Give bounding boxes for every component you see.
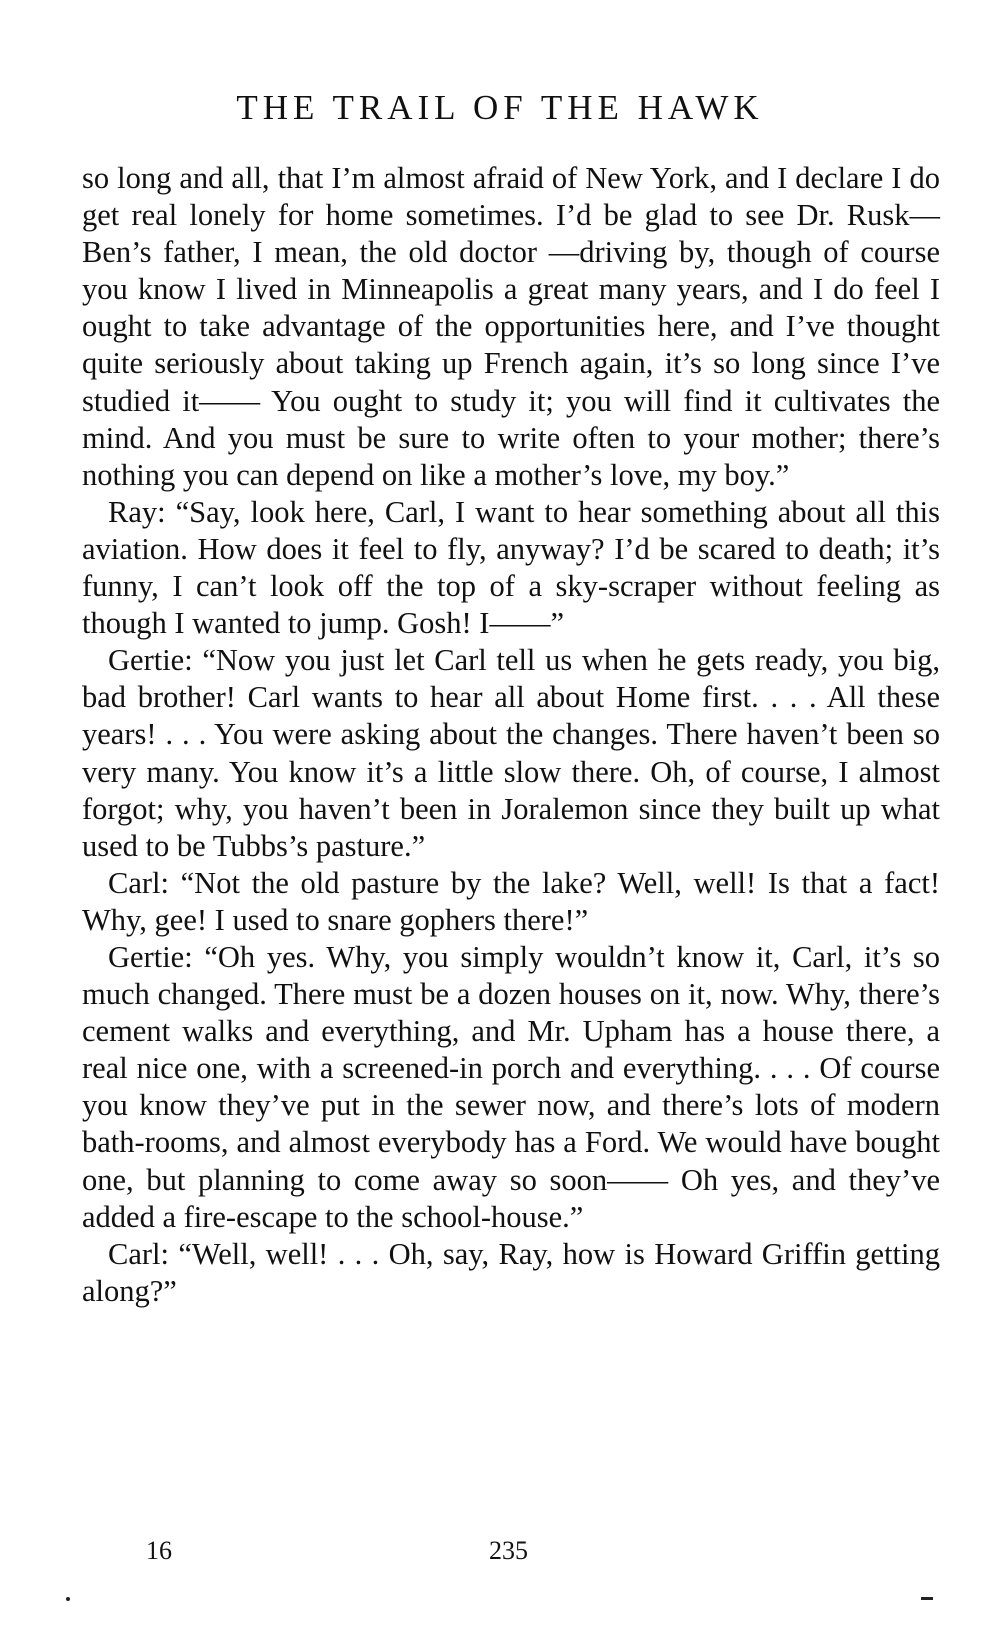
paragraph-continued: so long and all, that I’m almost afraid of New York, and I declare I do get real lonely for home sometimes. I’d be glad to see Dr. Rusk—Ben’s father, I mean, the old doctor —driving by, though of course you know I lived in Minneapolis a great many years, and I do feel I ought to take advantage of the opportunities here, and I’ve thought quite seriously about taking up French again, it’s so long since I’ve studied it—— You ought to study it; you will find it cultivates the mind. And you must be sure to write often to your mother; there’s nothing you can depend on like a mother’s love, my boy.” xyxy=(82,161,940,492)
signature-mark: 16 xyxy=(146,1536,172,1565)
body-text xyxy=(82,160,940,1310)
print-speck xyxy=(921,1597,933,1600)
paragraph-ray-dialogue: Ray: “Say, look here, Carl, I want to hear something about all this aviation. How does it feel to fly, anyway? I’d be scared to death; it’s funny, I can’t look off the top of a sky-scraper without feeling as though I wanted to jump. Gosh! I——” xyxy=(82,494,940,641)
page-footer xyxy=(0,1536,1000,1576)
page-number: 235 xyxy=(489,1536,528,1565)
paragraph-carl-dialogue: Carl: “Not the old pasture by the lake? Well, well! Is that a fact! Why, gee! I used to snare gophers there!” xyxy=(82,865,940,937)
paragraph-gertie-dialogue-2: Gertie: “Oh yes. Why, you simply wouldn’t know it, Carl, it’s so much changed. There must be a dozen houses on it, now. Why, there’s cement walks and everything, and Mr. Upham has a house there, a real nice one, with a screened-in porch and everything. . . . Of course you know they’ve put in the sewer now, and there’s lots of modern bath-rooms, and almost everybody has a Ford. We would have bought one, but planning to come away so soon—— Oh yes, and they’ve added a fire-escape to the school-house.” xyxy=(82,939,940,1234)
running-head-title: THE TRAIL OF THE HAWK xyxy=(236,88,764,127)
paragraph-carl-dialogue-2: Carl: “Well, well! . . . Oh, say, Ray, how is Howard Griffin getting along?” xyxy=(82,1236,940,1308)
print-speck xyxy=(66,1597,70,1601)
paragraph-gertie-dialogue: Gertie: “Now you just let Carl tell us when he gets ready, you big, bad brother! Carl wants to hear all about Home first. . . . All these years! . . . You were asking about the changes. There haven’t been so very many. You know it’s a little slow there. Oh, of course, I almost forgot; why, you haven’t been in Joralemon since they built up what used to be Tubbs’s pasture.” xyxy=(82,643,940,863)
